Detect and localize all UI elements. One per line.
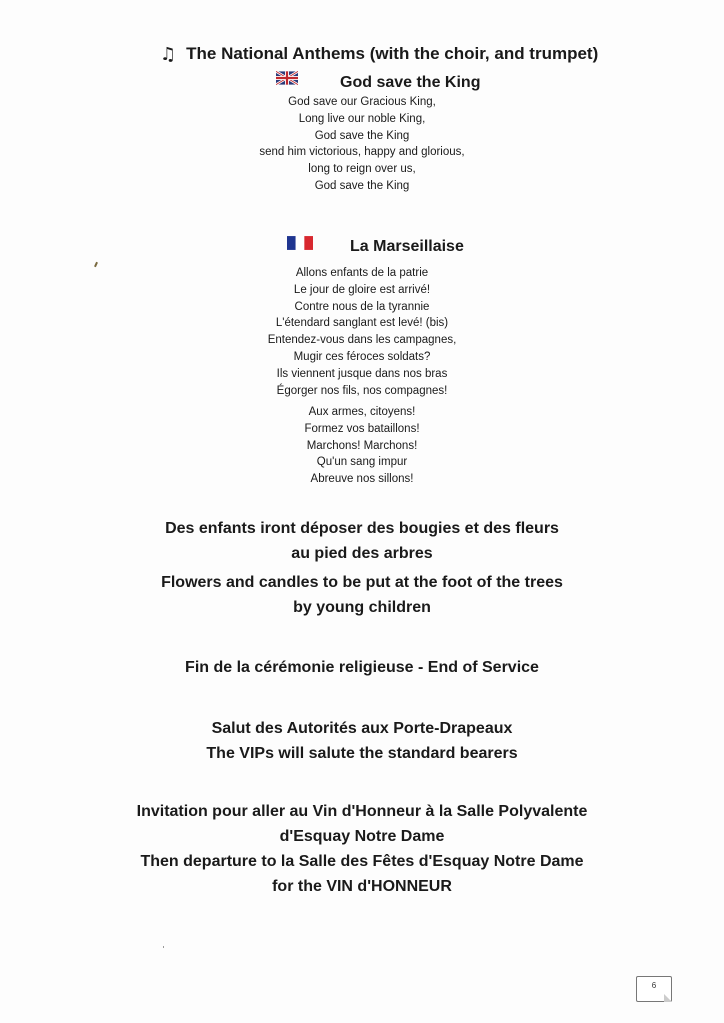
anthems-title: The National Anthems (with the choir, and trumpet) bbox=[186, 44, 599, 63]
text-line: d'Esquay Notre Dame bbox=[279, 828, 445, 845]
text-line: Salut des Autorités aux Porte-Drapeaux bbox=[211, 720, 513, 737]
lyric-line: Le jour de gloire est arrivé! bbox=[293, 283, 431, 296]
text-line: au pied des arbres bbox=[291, 545, 433, 562]
text-line: Flowers and candles to be put at the foot of the trees bbox=[161, 574, 563, 591]
marseillaise-title: La Marseillaise bbox=[350, 238, 464, 255]
lyric-line: God save our Gracious King, bbox=[288, 96, 436, 108]
invitation-section bbox=[0, 799, 724, 899]
text-line: Invitation pour aller au Vin d'Honneur à la Salle Polyvalente bbox=[136, 803, 588, 820]
anthems-heading bbox=[160, 44, 598, 65]
lyric-line: Mugir ces féroces soldats? bbox=[293, 350, 431, 363]
text-line: for the VIN d'HONNEUR bbox=[272, 878, 452, 895]
union-jack-flag-icon bbox=[276, 71, 298, 85]
lyric-line: God save the King bbox=[314, 179, 410, 192]
text-line: by young children bbox=[293, 599, 431, 616]
lyric-line: Ils viennent jusque dans nos bras bbox=[276, 367, 448, 380]
page-number-text: 6 bbox=[651, 981, 657, 990]
god-save-the-king-lyrics bbox=[0, 94, 724, 195]
lyric-line: Contre nous de la tyrannie bbox=[294, 300, 430, 313]
lyric-line: Qu'un sang impur bbox=[316, 456, 408, 469]
lyric-line: long to reign over us, bbox=[308, 163, 416, 176]
music-notes-icon: ♫ bbox=[160, 44, 177, 65]
lyric-line: Abreuve nos sillons! bbox=[310, 473, 414, 486]
page-number bbox=[636, 976, 672, 1002]
lyric-line: Allons enfants de la patrie bbox=[295, 267, 429, 279]
text-line: Des enfants iront déposer des bougies et des fleurs bbox=[165, 520, 559, 537]
lyric-line: God save the King bbox=[314, 129, 410, 142]
lyric-line: Long live our noble King, bbox=[298, 112, 426, 125]
text-line: Then departure to la Salle des Fêtes d'Esquay Notre Dame bbox=[140, 853, 584, 870]
lyric-line: L'étendard sanglant est levé! (bis) bbox=[275, 317, 449, 330]
flowers-english bbox=[0, 570, 724, 620]
lyric-line: Aux armes, citoyens! bbox=[308, 406, 416, 418]
lyric-line: send him victorious, happy and glorious, bbox=[259, 146, 465, 159]
lyric-line: Égorger nos fils, nos compagnes! bbox=[276, 384, 448, 397]
marseillaise-verse bbox=[0, 265, 724, 399]
lyric-line: Marchons! Marchons! bbox=[306, 439, 418, 452]
flowers-french bbox=[0, 516, 724, 566]
page-corner-fold bbox=[664, 994, 672, 1002]
marseillaise-refrain bbox=[0, 404, 724, 488]
lyric-line: Formez vos bataillons! bbox=[304, 422, 420, 435]
god-save-the-king-title: God save the King bbox=[340, 74, 481, 91]
text-line: Fin de la cérémonie religieuse - End of Service bbox=[185, 659, 539, 676]
text-line: The VIPs will salute the standard bearers bbox=[206, 745, 518, 762]
scan-speck bbox=[163, 946, 164, 948]
french-flag-icon bbox=[287, 236, 313, 250]
lyric-line: Entendez-vous dans les campagnes, bbox=[267, 334, 457, 347]
end-of-service bbox=[0, 655, 724, 680]
salute-section bbox=[0, 716, 724, 766]
